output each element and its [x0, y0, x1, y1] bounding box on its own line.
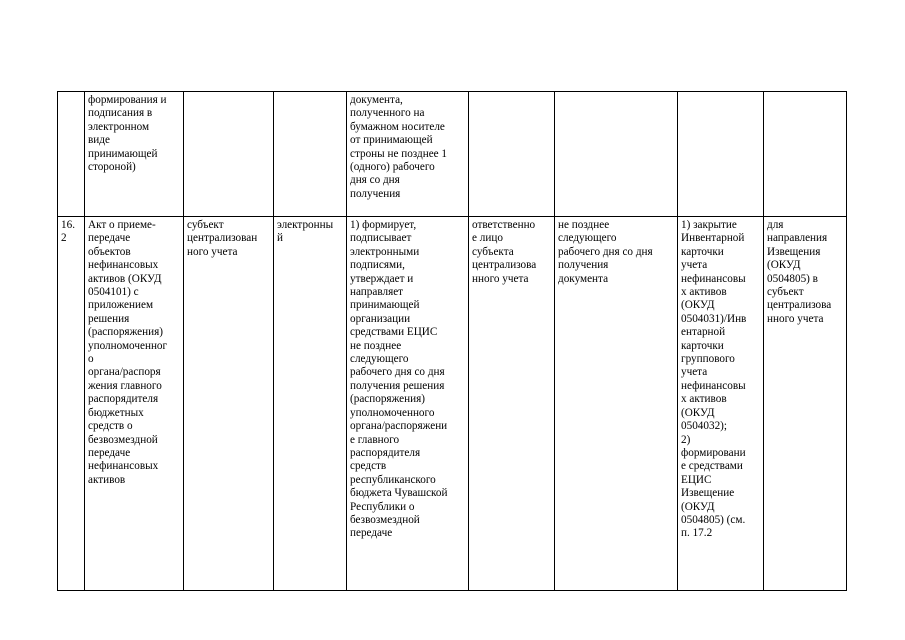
cell-responsible — [469, 92, 555, 217]
cell-deadline: не позднее следующего рабочего дня со дня получения документа — [555, 217, 678, 591]
cell-number: 16. 2 — [58, 217, 85, 591]
cell-responsible: ответственно е лицо субъекта централизова нного учета — [469, 217, 555, 591]
cell-action: 1) формирует, подписывает электронными подписями, утверждает и направляет принимающей организации средствами ЕЦИС не позднее следующего рабочего дня со дня получения решения (распоряжения) уполномоченного органа/распоряжени е главного распорядителя средств республиканского бюджета Чувашской Республики о безвозмездной передаче — [347, 217, 469, 591]
cell-format — [274, 92, 347, 217]
cell-originator — [184, 92, 274, 217]
cell-recipient: для направления Извещения (ОКУД 0504805) в субъект централизова нного учета — [764, 217, 847, 591]
table-row — [58, 217, 847, 591]
cell-originator: субъект централизован ного учета — [184, 217, 274, 591]
cell-number — [58, 92, 85, 217]
cell-processing — [678, 92, 764, 217]
cell-deadline — [555, 92, 678, 217]
cell-document-name: Акт о приеме- передаче объектов нефинансовых активов (ОКУД 0504101) с приложением решения (распоряжения) уполномоченног о органа/распоря жения главного распорядителя бюджетных средств о безвозмездной передаче нефинансовых активов — [85, 217, 184, 591]
cell-processing: 1) закрытие Инвентарной карточки учета нефинансовы х активов (ОКУД 0504031)/Инв ентарной карточки группового учета нефинансовы х активов (ОКУД 0504032); 2) формировани е средствами ЕЦИС Извещение (ОКУД 0504805) (см. п. 17.2 — [678, 217, 764, 591]
cell-document-name: формирования и подписания в электронном виде принимающей стороной) — [85, 92, 184, 217]
document-table — [57, 91, 847, 591]
cell-recipient — [764, 92, 847, 217]
cell-format: электронны й — [274, 217, 347, 591]
cell-action: документа, полученного на бумажном носителе от принимающей строны не позднее 1 (одного) рабочего дня со дня получения — [347, 92, 469, 217]
table-row — [58, 92, 847, 217]
